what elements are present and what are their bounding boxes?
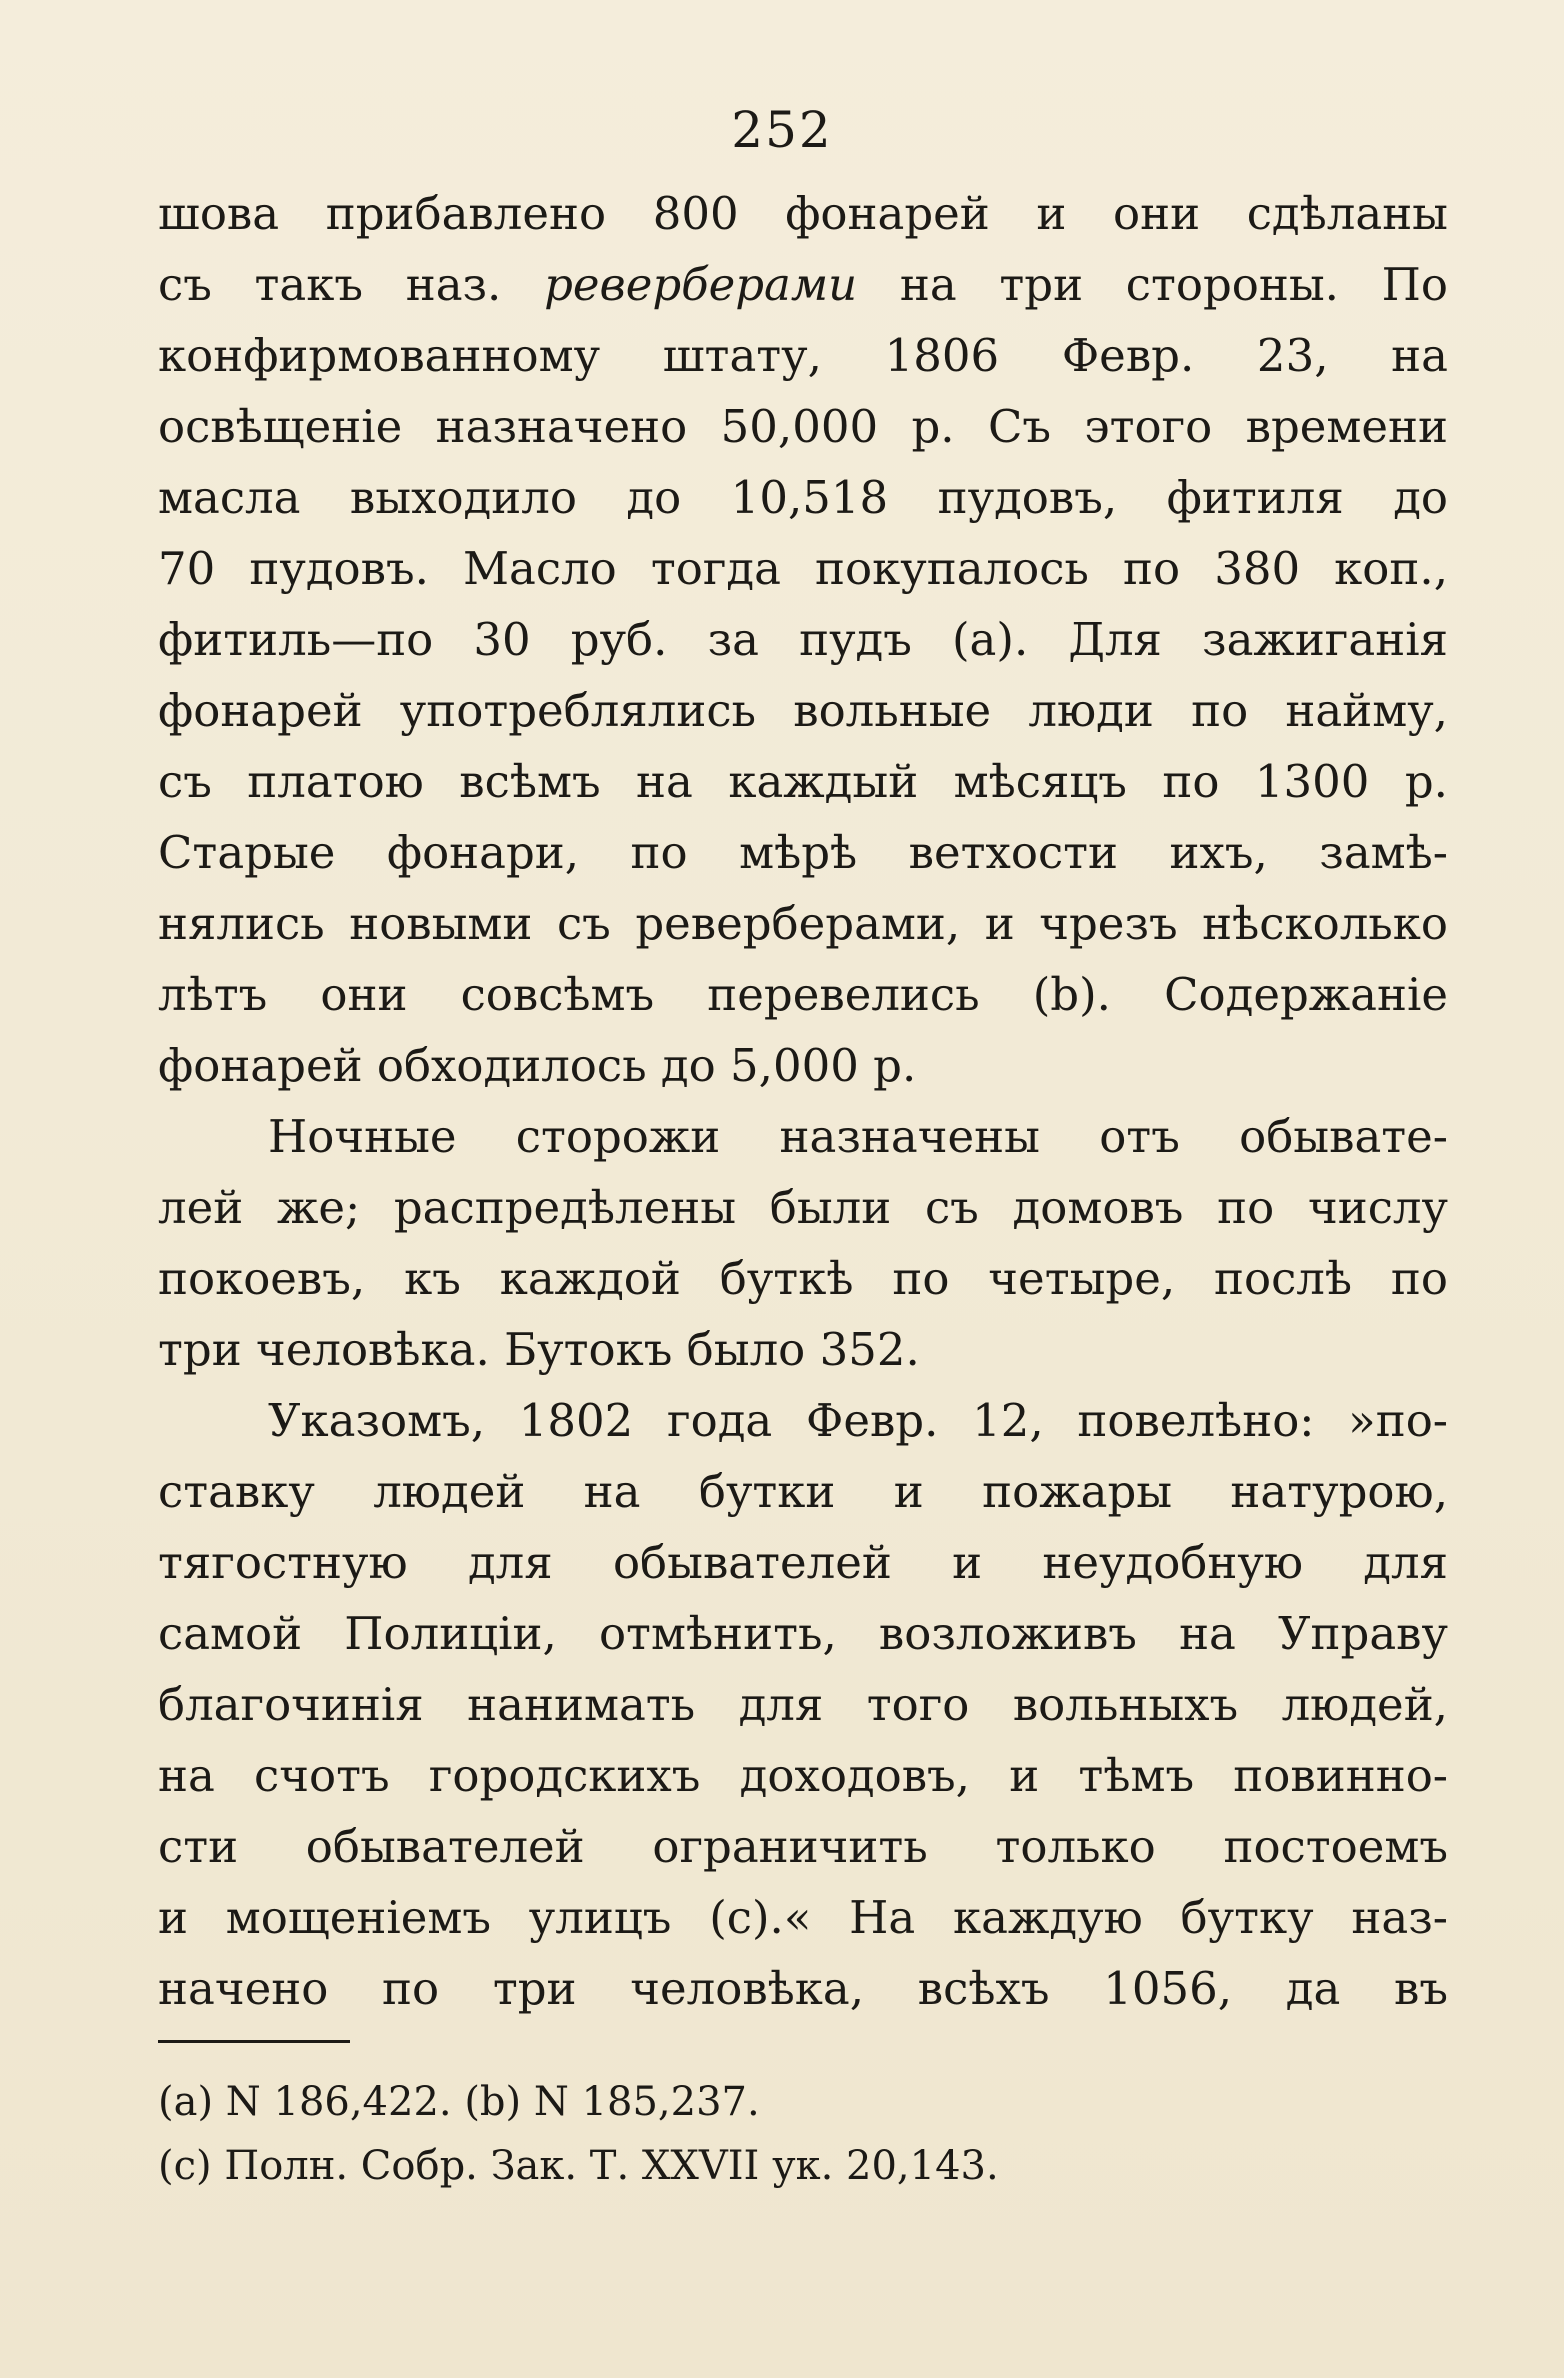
- italic-term: реверберами: [544, 258, 858, 311]
- text-line: три человѣка. Бутокъ было 352.: [158, 1323, 920, 1376]
- footnote-divider: [158, 2040, 350, 2043]
- text-line: 70 пудовъ. Масло тогда покупалось по 380 коп.,: [158, 542, 1448, 595]
- text-line: Старые фонари, по мѣрѣ ветхости ихъ, замѣ-: [158, 826, 1448, 879]
- text-line: лей же; распредѣлены были съ домовъ по числу: [158, 1181, 1448, 1234]
- footnote: (c) Полн. Собр. Зак. Т. XXVII ук. 20,143.: [158, 2143, 999, 2189]
- text-line: конфирмованному штату, 1806 Февр. 23, на: [158, 329, 1448, 382]
- text-segment: на три стороны. По: [857, 258, 1448, 311]
- text-line: [158, 249, 1448, 320]
- text-line: съ платою всѣмъ на каждый мѣсяцъ по 1300 р.: [158, 755, 1448, 808]
- text-line: ставку людей на бутки и пожары натурою,: [158, 1465, 1448, 1518]
- text-line: лѣтъ они совсѣмъ перевелись (b). Содержаніе: [158, 968, 1448, 1021]
- text-line: нялись новыми съ реверберами, и чрезъ нѣсколько: [158, 897, 1448, 950]
- text-line: фитиль—по 30 руб. за пудъ (a). Для зажиганія: [158, 613, 1448, 666]
- text-line: Ночные сторожи назначены отъ обывате-: [268, 1110, 1448, 1163]
- text-line: сти обывателей ограничить только постоемъ: [158, 1820, 1448, 1873]
- footnote: (a) N 186,422. (b) N 185,237.: [158, 2079, 760, 2125]
- text-line: фонарей употреблялись вольные люди по найму,: [158, 684, 1448, 737]
- text-line: освѣщеніе назначено 50,000 р. Съ этого времени: [158, 400, 1448, 453]
- text-line: масла выходило до 10,518 пудовъ, фитиля до: [158, 471, 1448, 524]
- text-line: самой Полиціи, отмѣнить, возложивъ на Управу: [158, 1607, 1448, 1660]
- text-line: и мощеніемъ улицъ (c).« На каждую бутку наз-: [158, 1891, 1448, 1944]
- text-line: на счотъ городскихъ доходовъ, и тѣмъ повинно-: [158, 1749, 1448, 1802]
- text-line: покоевъ, къ каждой буткѣ по четыре, послѣ по: [158, 1252, 1448, 1305]
- text-line: фонарей обходилось до 5,000 р.: [158, 1039, 917, 1092]
- footnotes: [158, 2070, 1158, 2198]
- text-line: тягостную для обывателей и неудобную для: [158, 1536, 1448, 1589]
- body-text: [158, 178, 1448, 2024]
- text-line: начено по три человѣка, всѣхъ 1056, да въ: [158, 1962, 1448, 2015]
- text-segment: съ такъ наз.: [158, 258, 545, 311]
- page-number: 252: [731, 101, 833, 159]
- text-line: благочинія нанимать для того вольныхъ людей,: [158, 1678, 1448, 1731]
- text-line: Указомъ, 1802 года Февр. 12, повелѣно: »по-: [268, 1394, 1448, 1447]
- text-line: шова прибавлено 800 фонарей и они сдѣланы: [158, 187, 1448, 240]
